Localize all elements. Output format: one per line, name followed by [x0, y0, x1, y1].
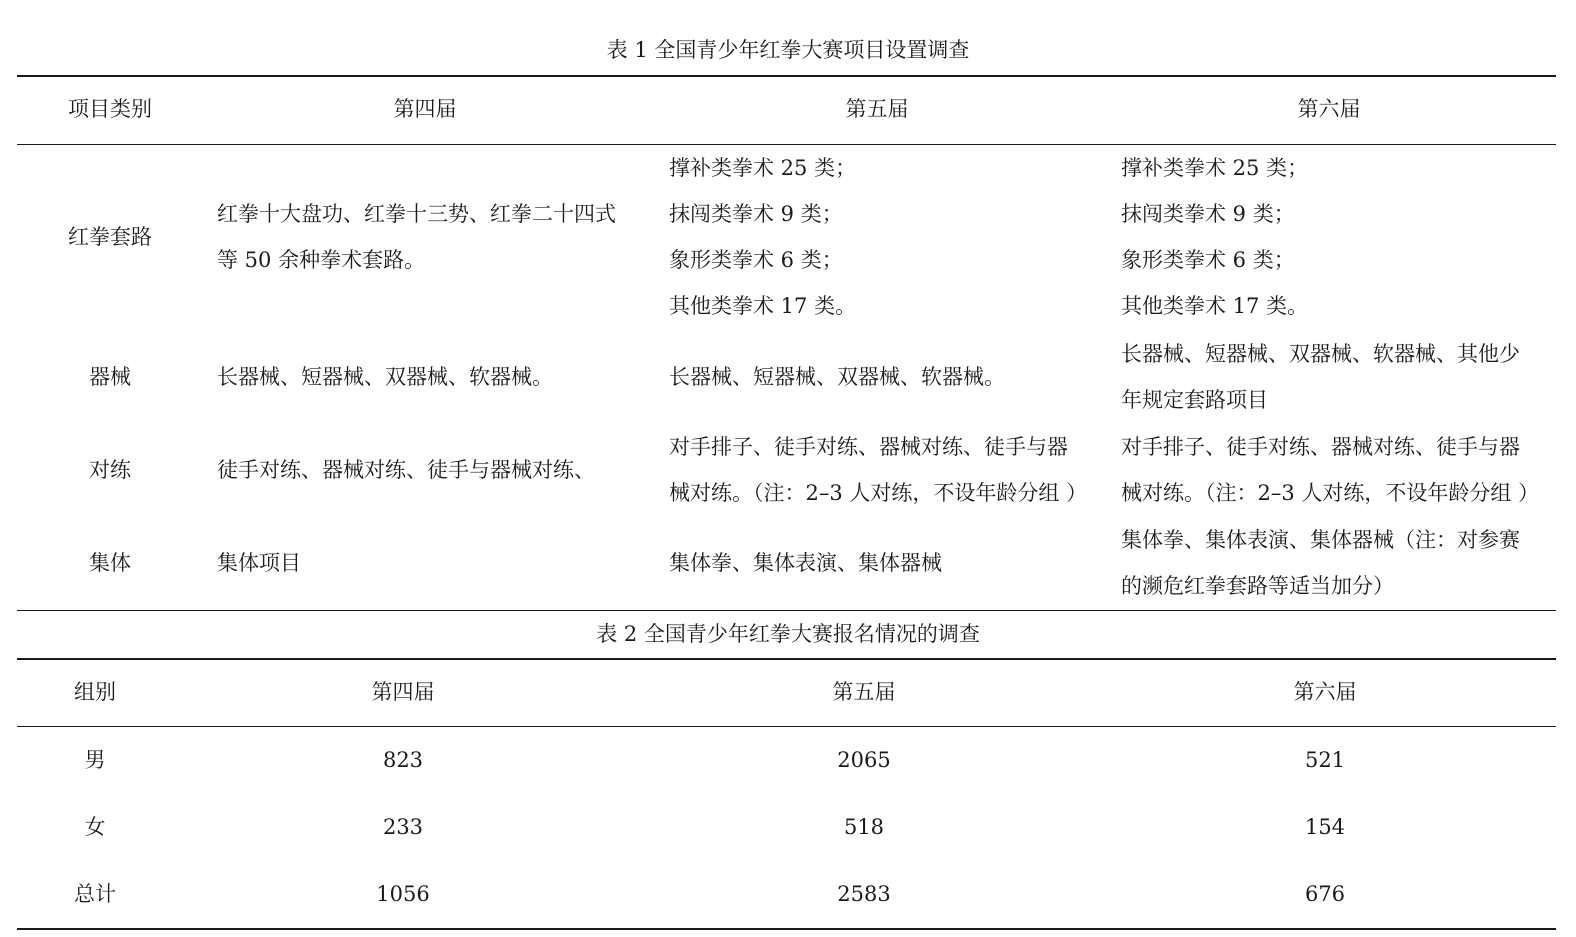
table1-row4-col4-line: 集体项目: [217, 551, 301, 575]
table2-row2-5th: 518: [843, 815, 885, 839]
table1-row4-col6-line: 的濒危红拳套路等适当加分）: [1121, 574, 1394, 598]
table2-row3-group: 总计: [74, 882, 116, 906]
table1-row4-category: 集体: [89, 551, 131, 575]
table1-row3-col5-line: 对手排子、徒手对练、器械对练、徒手与器: [669, 435, 1068, 459]
table1-row3-col4-line: 徒手对练、器械对练、徒手与器械对练、: [217, 458, 595, 482]
table1-row4-col6-line: 集体拳、集体表演、集体器械（注：对参赛: [1121, 528, 1520, 552]
table2-row2-6th: 154: [1304, 815, 1346, 839]
table1-row4-col5-line: 集体拳、集体表演、集体器械: [669, 551, 942, 575]
table2-row2-4th: 233: [382, 815, 424, 839]
table1-row1-col6-line: 其他类拳术 17 类。: [1121, 294, 1309, 318]
table1-row3-col6-line: 对手排子、徒手对练、器械对练、徒手与器: [1121, 435, 1520, 459]
table2-row1-6th: 521: [1304, 748, 1346, 772]
table1-row1-col5-line: 抹闯类拳术 9 类；: [669, 202, 843, 226]
table1-row1-col6-line: 象形类拳术 6 类；: [1121, 248, 1295, 272]
table1-row2-category: 器械: [89, 365, 131, 389]
table1-row1-col5-line: 其他类拳术 17 类。: [669, 294, 857, 318]
table2-header-group: 组别: [74, 680, 116, 704]
table2-top-rule: [17, 658, 1556, 660]
table2-row1-5th: 2065: [837, 748, 891, 772]
table2-row3-5th: 2583: [837, 882, 891, 906]
table1-row1-category: 红拳套路: [68, 225, 152, 249]
table2-row3-4th: 1056: [376, 882, 430, 906]
table2-header-5th: 第五届: [832, 680, 896, 704]
table1-bottom-rule: [17, 610, 1556, 611]
table1-header-4th: 第四届: [393, 97, 457, 121]
table1-row3-col6-line: 械对练。（注：2–3 人对练，不设年龄分组 ）: [1121, 481, 1540, 505]
table2-caption: 表 2 全国青少年红拳大赛报名情况的调查: [596, 622, 980, 646]
table1-row3-col5-line: 械对练。（注：2–3 人对练，不设年龄分组 ）: [669, 481, 1088, 505]
table2-row1-4th: 823: [382, 748, 424, 772]
table2-header-4th: 第四届: [371, 680, 435, 704]
table2-row2-group: 女: [84, 815, 106, 839]
table1-top-rule: [17, 75, 1556, 77]
table1-row2-col5-line: 长器械、短器械、双器械、软器械。: [669, 365, 1005, 389]
table1-row1-col5-line: 撑补类拳术 25 类；: [669, 156, 857, 180]
table2-header-6th: 第六届: [1293, 680, 1357, 704]
table1-row1-col5-line: 象形类拳术 6 类；: [669, 248, 843, 272]
table1-row2-col4-line: 长器械、短器械、双器械、软器械。: [217, 365, 553, 389]
table1-row1-col6-line: 抹闯类拳术 9 类；: [1121, 202, 1295, 226]
table1-header-category: 项目类别: [68, 97, 152, 121]
table1-row1-col4-line: 等 50 余种拳术套路。: [217, 248, 426, 272]
table2-row1-group: 男: [84, 748, 106, 772]
table2-header-rule: [17, 726, 1556, 727]
table1-row1-col6-line: 撑补类拳术 25 类；: [1121, 156, 1309, 180]
table1-row2-col6-line: 长器械、短器械、双器械、软器械、其他少: [1121, 342, 1520, 366]
table1-header-6th: 第六届: [1297, 97, 1361, 121]
table1-header-5th: 第五届: [845, 97, 909, 121]
table1-row3-category: 对练: [89, 458, 131, 482]
table1-caption: 表 1 全国青少年红拳大赛项目设置调查: [606, 38, 970, 62]
table2-bottom-rule: [17, 928, 1556, 930]
table1-row2-col6-line: 年规定套路项目: [1121, 388, 1268, 412]
table1-row1-col4-line: 红拳十大盘功、红拳十三势、红拳二十四式: [217, 202, 616, 226]
table2-row3-6th: 676: [1304, 882, 1346, 906]
